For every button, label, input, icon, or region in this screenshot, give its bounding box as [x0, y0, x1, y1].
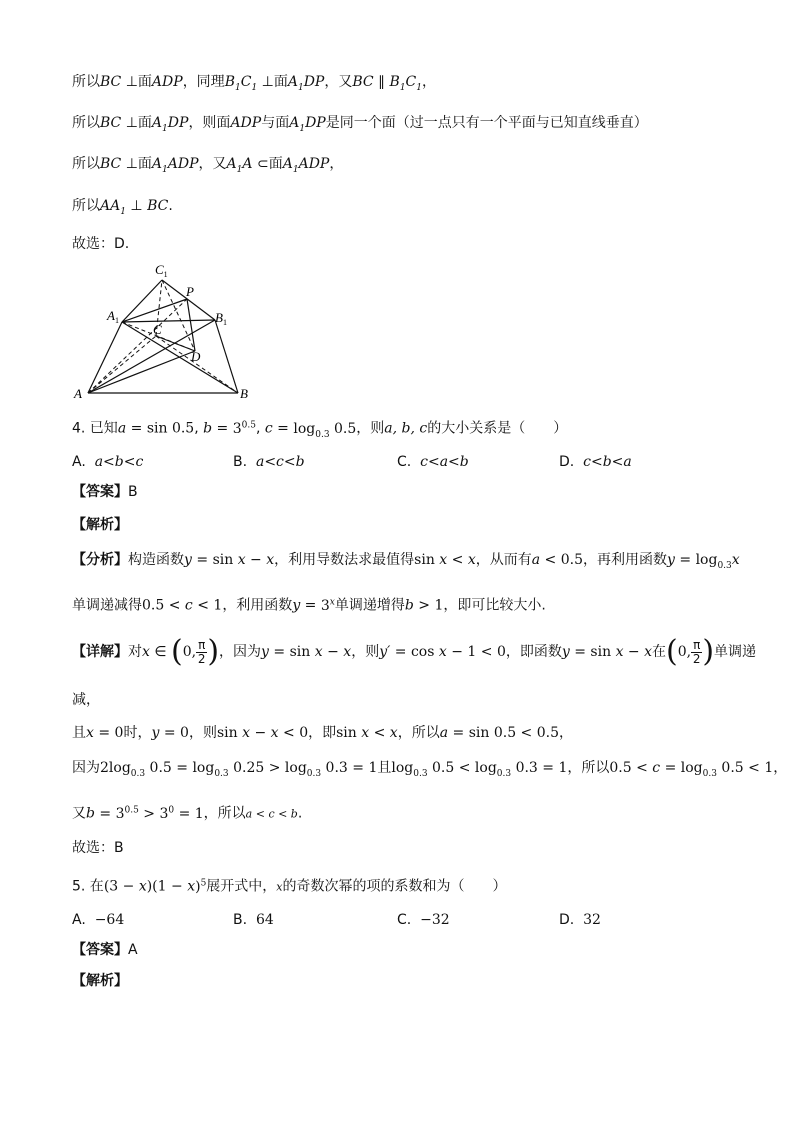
fenxi-tag: 【分析】 [72, 552, 128, 568]
text: ，利用导数法求最值得 [274, 552, 415, 568]
edge-B-B1 [215, 320, 238, 393]
q4-option-a[interactable] [72, 452, 143, 472]
text: 所以 [72, 74, 100, 90]
q4-detail-line-4: 因为$2\log_{0.3}$ $0.5 = \log_{0.3} 0.25 > \log_{0.3} 0.3 = 1$且$\log_{0.3} 0.5 < \log_{0.3} 0.3 = 1$，所以$0.5 < c = \log_{0.3} 0.5 < 1$， [72, 760, 788, 779]
text: ，同理 [182, 74, 225, 90]
option-text: a<c<b [255, 454, 305, 470]
q5-answer [72, 940, 138, 960]
edge-A-P [88, 299, 187, 393]
text: 在 [652, 644, 667, 660]
q5-option-a[interactable] [72, 910, 124, 930]
text: 因为 [72, 760, 100, 776]
q4-analysis-tag [72, 515, 128, 535]
answer-value: B [128, 484, 138, 500]
analysis-tag: 【解析】 [72, 973, 128, 989]
option-text: 64 [255, 912, 274, 928]
edge-P-D [187, 299, 195, 351]
analysis-tag: 【解析】 [72, 517, 128, 533]
option-text: c<a<b [420, 454, 469, 470]
q4-detail-line-2: 减， [72, 692, 100, 708]
answer-value: A [128, 942, 138, 958]
option-label: B. [233, 454, 248, 470]
q5-stem: 5. 在$(3 - x)(1 - x)^5$展开式中，x的奇数次幂的项的系数和为（ ） [72, 878, 507, 895]
option-label: A. [72, 454, 86, 470]
option-text: a<b<c [94, 454, 144, 470]
label-A: A [74, 386, 82, 401]
text: ，又 [324, 74, 353, 90]
edge-A-A1 [88, 322, 122, 393]
q5-option-b[interactable] [233, 910, 274, 930]
text: ，再利用函数 [583, 552, 668, 568]
answer-tag: 【答案】 [72, 942, 128, 958]
proof-line-1: 所以BC ⊥面ADP，同理$B_1C_1$ ⊥面$A_1DP$，又BC ∥ $B_1C_1$， [72, 74, 436, 93]
text: 的大小关系是（ ） [427, 420, 568, 437]
label-P: P [186, 284, 194, 299]
text: 5. 在 [72, 878, 104, 895]
text: 所以 [72, 198, 100, 214]
option-label: D. [559, 454, 575, 470]
text: ，则 [351, 644, 380, 660]
text: ，所以 [397, 725, 440, 741]
proof-line-4: 所以$AA_1$ ⊥ BC. [72, 198, 173, 217]
proof-line-3: 所以BC ⊥面$A_1ADP$，又$A_1A$ ⊂面$A_1ADP$， [72, 156, 344, 175]
text: ，从而有 [475, 552, 532, 568]
edge-C-B [156, 336, 238, 393]
text: 4. 已知 [72, 420, 118, 437]
q4-stem: 4. 已知a = sin 0.5, $b = 3^{0.5}$, $c = \log_{0.3} 0.5$，则a, b, c的大小关系是（ ） [72, 420, 568, 440]
option-label: B. [233, 912, 248, 928]
text: 与面 [261, 115, 290, 131]
option-text: −64 [94, 912, 125, 928]
text: ， [329, 156, 344, 172]
option-label: C. [397, 454, 412, 470]
label-D: D [191, 349, 201, 364]
text: ， [559, 725, 573, 741]
option-text: −32 [420, 912, 450, 928]
q4-option-b[interactable] [233, 452, 305, 472]
text: 面 [137, 115, 152, 131]
text: 面 [137, 156, 152, 172]
q4-answer [72, 482, 138, 502]
text: 所以 [72, 115, 100, 131]
label-C: C [153, 322, 162, 337]
text: 展开式中， [206, 878, 277, 895]
text: ，则 [188, 725, 217, 741]
text: 面 [273, 74, 288, 90]
text: ，所以 [567, 760, 610, 776]
q4-detail-line-5: 又$b = 3^{0.5} > 3^0 = 1$，所以a < c < b. [72, 805, 303, 822]
proof-answer: 故选：D. [72, 236, 130, 252]
text: ，即 [308, 725, 337, 741]
text: 面 [137, 74, 152, 90]
option-label: C. [397, 912, 412, 928]
label-B: B [240, 386, 248, 401]
geometry-figure [70, 258, 270, 403]
text: 时， [123, 725, 152, 741]
text: 且 [377, 760, 392, 776]
text: 的奇数次幂的项的系数和为（ ） [282, 878, 507, 895]
text: ，因为 [219, 644, 262, 660]
text: ，则面 [188, 115, 231, 131]
label-A1: $A_1$ [107, 308, 119, 325]
q4-detail-line-1: 【详解】对x ∈ (0, $\frac{\pi}{2}$ )，因为y = sin x − x，则y′ = cos x − 1 < 0，即函数y = sin x − x在(0, $\frac{\pi}{2}$ )单调递 [72, 634, 757, 669]
label-C1: $C_1$ [155, 262, 168, 279]
q5-option-d[interactable] [559, 910, 601, 930]
text: 单调递增得 [334, 597, 405, 614]
text: 是同一个面（过一点只有一个平面与已知直线垂直） [325, 115, 648, 131]
q4-option-d[interactable] [559, 452, 632, 472]
text: 且 [72, 725, 86, 741]
text: ，所以 [203, 805, 246, 822]
option-text: c<b<a [583, 454, 632, 470]
text: ，利用函数 [222, 597, 293, 614]
q4-option-c[interactable] [397, 452, 469, 472]
text: ， [422, 74, 436, 90]
text: 所以 [72, 156, 100, 172]
option-label: A. [72, 912, 86, 928]
text: ，又 [198, 156, 227, 172]
q4-final-answer: 故选：B [72, 840, 124, 856]
label-B1: $B_1$ [215, 310, 227, 327]
q4-detail-line-3: 且x = 0时，y = 0，则sin x − x < 0，即sin x < x，所以a = sin 0.5 < 0.5， [72, 725, 573, 741]
edge-A-C [88, 336, 156, 393]
text: ，即可比较大小. [443, 597, 546, 614]
text: 构造函数 [128, 552, 184, 568]
text: ，即函数 [505, 644, 562, 660]
q4-fenxi-line-2: 单调递减得0.5 < c < 1，利用函数$y = 3^x$单调递增得b > 1，即可比较大小. [72, 597, 546, 614]
edge-A1-P [122, 299, 187, 322]
text: 单调递 [714, 644, 757, 660]
option-text: 32 [583, 912, 601, 928]
edge-A1-B1 [122, 320, 215, 322]
q4-fenxi-line-1: 【分析】构造函数y = sin x − x，利用导数法求最值得sin x < x，从而有a < 0.5，再利用函数$y = \log_{0.3}x$ [72, 552, 740, 571]
text: ，则 [356, 420, 385, 437]
detail-tag: 【详解】 [72, 644, 128, 660]
text: 又 [72, 805, 86, 822]
option-label: D. [559, 912, 575, 928]
text: 面 [268, 156, 283, 172]
edge-A1-C1 [122, 280, 162, 322]
proof-line-2: 所以BC ⊥面$A_1DP$，则面ADP与面$A_1DP$是同一个面（过一点只有一个平面与已知直线垂直） [72, 115, 648, 134]
text: 对 [128, 644, 142, 660]
text: 单调递减得 [72, 597, 142, 614]
edge-A-D [88, 351, 195, 393]
text: ， [773, 760, 788, 776]
q5-analysis-tag [72, 971, 128, 991]
q5-option-c[interactable] [397, 910, 450, 930]
answer-tag: 【答案】 [72, 484, 128, 500]
